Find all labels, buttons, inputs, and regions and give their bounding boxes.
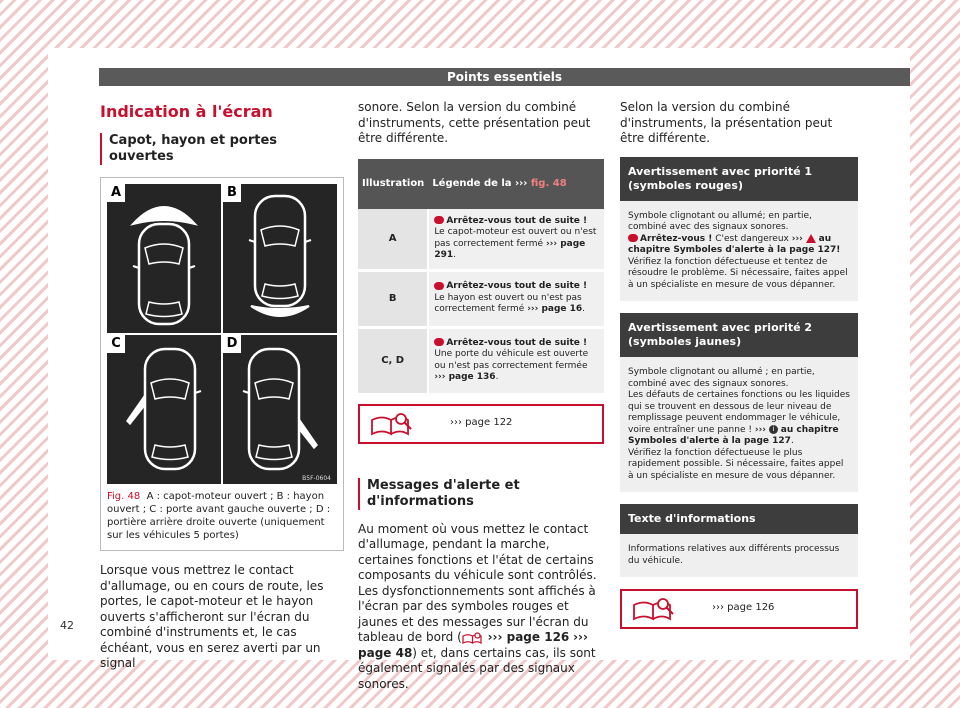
priority-1-box bbox=[620, 157, 858, 302]
page bbox=[48, 48, 910, 691]
stop-warning-icon bbox=[434, 338, 444, 346]
table-header-legend-arrows: ››› bbox=[515, 177, 528, 189]
car-front-left-door-open-icon bbox=[107, 335, 221, 484]
figure-caption-text: A : capot-moteur ouvert ; B : hayon ouvert ; C : porte avant gauche ouverte ; D : portière arrière droite ouverte (uniquement sur les véhicules 5 portes) bbox=[107, 491, 331, 541]
stop-warning-icon bbox=[434, 216, 444, 224]
info-icon: i bbox=[769, 425, 778, 434]
box-text: C'est dangereux bbox=[712, 233, 792, 244]
warning-triangle-icon bbox=[806, 234, 816, 243]
legend-text: Le capot-moteur est ouvert ou n'est pas correctement fermé bbox=[434, 227, 597, 249]
table-header-illustration: Illustration bbox=[358, 159, 428, 209]
table-cell-key: B bbox=[358, 270, 428, 327]
legend-title: Arrêtez-vous tout de suite ! bbox=[446, 215, 588, 226]
box-body bbox=[620, 357, 858, 492]
legend-title: Arrêtez-vous tout de suite ! bbox=[446, 337, 588, 348]
body-paragraph: Lorsque vous mettrez le contact d'allumage, ou en cours de route, les portes, le capot-moteur et le hayon ouverts s'afficheront sur l'écran du combiné d'instruments et, le cas échéant, vous en serez averti par un signal bbox=[100, 563, 324, 670]
panel-letter-c: C bbox=[107, 335, 125, 353]
figure-panel-c bbox=[107, 335, 221, 484]
box-end: ! bbox=[836, 245, 841, 255]
box-bold-text: Arrêtez-vous ! bbox=[640, 233, 713, 244]
box-arrows: ››› bbox=[754, 424, 766, 435]
subsection-heading: Capot, hayon et portes ouvertes bbox=[100, 133, 344, 165]
stop-warning-icon bbox=[434, 282, 444, 290]
box-body bbox=[620, 201, 858, 302]
figure-label: Fig. 48 bbox=[107, 491, 141, 502]
table-cell-legend bbox=[428, 209, 604, 271]
table-cell-key: A bbox=[358, 209, 428, 271]
table-header-row bbox=[358, 159, 604, 209]
stop-warning-icon bbox=[628, 234, 638, 242]
body-paragraph-continued: sonore. Selon la version du combiné d'instruments, cette présentation peut être différente. bbox=[358, 100, 591, 145]
table-header-legend bbox=[428, 159, 604, 209]
figure-panel-d bbox=[223, 335, 337, 484]
see-also-ref[interactable]: ››› page 126 bbox=[712, 602, 775, 613]
box-text bbox=[628, 390, 850, 448]
info-text-box bbox=[620, 504, 858, 577]
figure-panel-a bbox=[107, 184, 221, 333]
body-paragraph bbox=[358, 522, 604, 693]
page-ref[interactable]: ››› page 48 bbox=[358, 630, 588, 660]
body-text: ) et, dans certains cas, ils sont également signalés par des signaux sonores. bbox=[358, 645, 596, 691]
figure-48 bbox=[100, 177, 344, 551]
box-end: . bbox=[790, 436, 794, 446]
car-hood-open-icon bbox=[107, 184, 221, 333]
book-magnifier-icon bbox=[462, 632, 484, 644]
table-cell-legend bbox=[428, 270, 604, 327]
legend-end: . bbox=[582, 304, 586, 315]
legend-ref[interactable]: ››› page 16 bbox=[527, 304, 583, 315]
table-row bbox=[358, 209, 604, 271]
legend-table bbox=[358, 159, 604, 396]
see-also-box bbox=[620, 589, 858, 629]
car-tailgate-open-icon bbox=[223, 184, 337, 333]
left-column bbox=[100, 102, 344, 672]
box-text: Les défauts de certaines fonctions ou les liquides qui se trouvent en dessous de leur niveau de remplissage peuvent endommager le véhicule, voire entraîner une panne ! bbox=[628, 390, 850, 435]
legend-title: Arrêtez-vous tout de suite ! bbox=[446, 281, 588, 292]
box-arrows: ››› bbox=[791, 233, 803, 244]
legend-ref[interactable]: ››› page 136 bbox=[434, 372, 496, 382]
priority-2-box bbox=[620, 313, 858, 492]
table-row bbox=[358, 327, 604, 394]
see-also-ref[interactable]: ››› page 122 bbox=[450, 416, 513, 428]
legend-text: Une porte du véhicule est ouverte ou n'est pas correctement fermée bbox=[434, 349, 589, 371]
figure-caption bbox=[101, 488, 343, 550]
section-header: Points essentiels bbox=[99, 68, 910, 86]
panel-letter-b: B bbox=[223, 184, 241, 202]
box-title: Avertissement avec priorité 2 (symboles jaunes) bbox=[620, 313, 858, 357]
figure-panel-b bbox=[223, 184, 337, 333]
table-header-legend-prefix: Légende de la bbox=[432, 177, 512, 189]
book-magnifier-icon bbox=[370, 412, 414, 436]
section-heading: Indication à l'écran bbox=[100, 102, 273, 121]
right-column bbox=[620, 100, 858, 629]
legend-end: . bbox=[453, 250, 456, 260]
panel-letter-d: D bbox=[223, 335, 241, 353]
body-paragraph: Selon la version du combiné d'instruments, la présentation peut être différente. bbox=[620, 100, 833, 145]
table-header-legend-ref[interactable]: fig. 48 bbox=[530, 177, 567, 189]
panel-letter-a: A bbox=[107, 184, 125, 202]
box-body bbox=[620, 534, 858, 577]
book-magnifier-icon bbox=[632, 597, 676, 621]
see-also-box bbox=[358, 404, 604, 444]
box-text: Vérifiez la fonction défectueuse le plus rapidement possible. Si nécessaire, faites appel à un spécialiste en mesure de vous dépanner. bbox=[628, 447, 844, 481]
figure-code: B5F-0604 bbox=[302, 475, 331, 482]
box-text: Informations relatives aux différents processus du véhicule. bbox=[628, 544, 840, 566]
box-ref[interactable]: au chapitre Symboles d'alerte à la page 127 bbox=[628, 424, 839, 446]
page-ref[interactable]: ››› page 126 bbox=[487, 630, 570, 644]
box-ref[interactable]: au chapitre Symboles d'alerte à la page 127 bbox=[628, 233, 837, 255]
legend-ref[interactable]: ››› page 291 bbox=[434, 238, 586, 260]
table-cell-key: C, D bbox=[358, 327, 428, 394]
table-row bbox=[358, 270, 604, 327]
box-text: Symbole clignotant ou allumé ; en partie, combiné avec des signaux sonores. bbox=[628, 367, 815, 389]
middle-column bbox=[358, 100, 604, 692]
figure-grid bbox=[107, 184, 337, 484]
car-rear-right-door-open-icon bbox=[223, 335, 337, 484]
subsection-heading: Messages d'alerte et d'informations bbox=[358, 478, 604, 510]
box-text: Symbole clignotant ou allumé; en partie, combiné avec des signaux sonores. bbox=[628, 210, 812, 232]
body-text: Au moment où vous mettez le contact d'allumage, pendant la marche, certaines fonctions et l'état de certains composants du véhicule sont contrôlés. Les dysfonctionnements sont affichés à l'écran par des symboles rouges et jaunes et des messages sur l'écran du tableau de bord ( bbox=[358, 521, 597, 644]
box-title: Avertissement avec priorité 1 (symboles rouges) bbox=[620, 157, 858, 201]
page-number: 42 bbox=[60, 619, 74, 632]
legend-text: Le hayon est ouvert ou n'est pas correctement fermé bbox=[434, 292, 582, 315]
box-text: Vérifiez la fonction défectueuse et tentez de résoudre le problème. Si nécessaire, faites appel à un spécialiste en mesure de vous dépanner. bbox=[628, 256, 848, 290]
table-cell-legend bbox=[428, 327, 604, 394]
legend-end: . bbox=[495, 372, 499, 382]
box-text bbox=[628, 234, 850, 257]
box-title: Texte d'informations bbox=[620, 504, 858, 534]
